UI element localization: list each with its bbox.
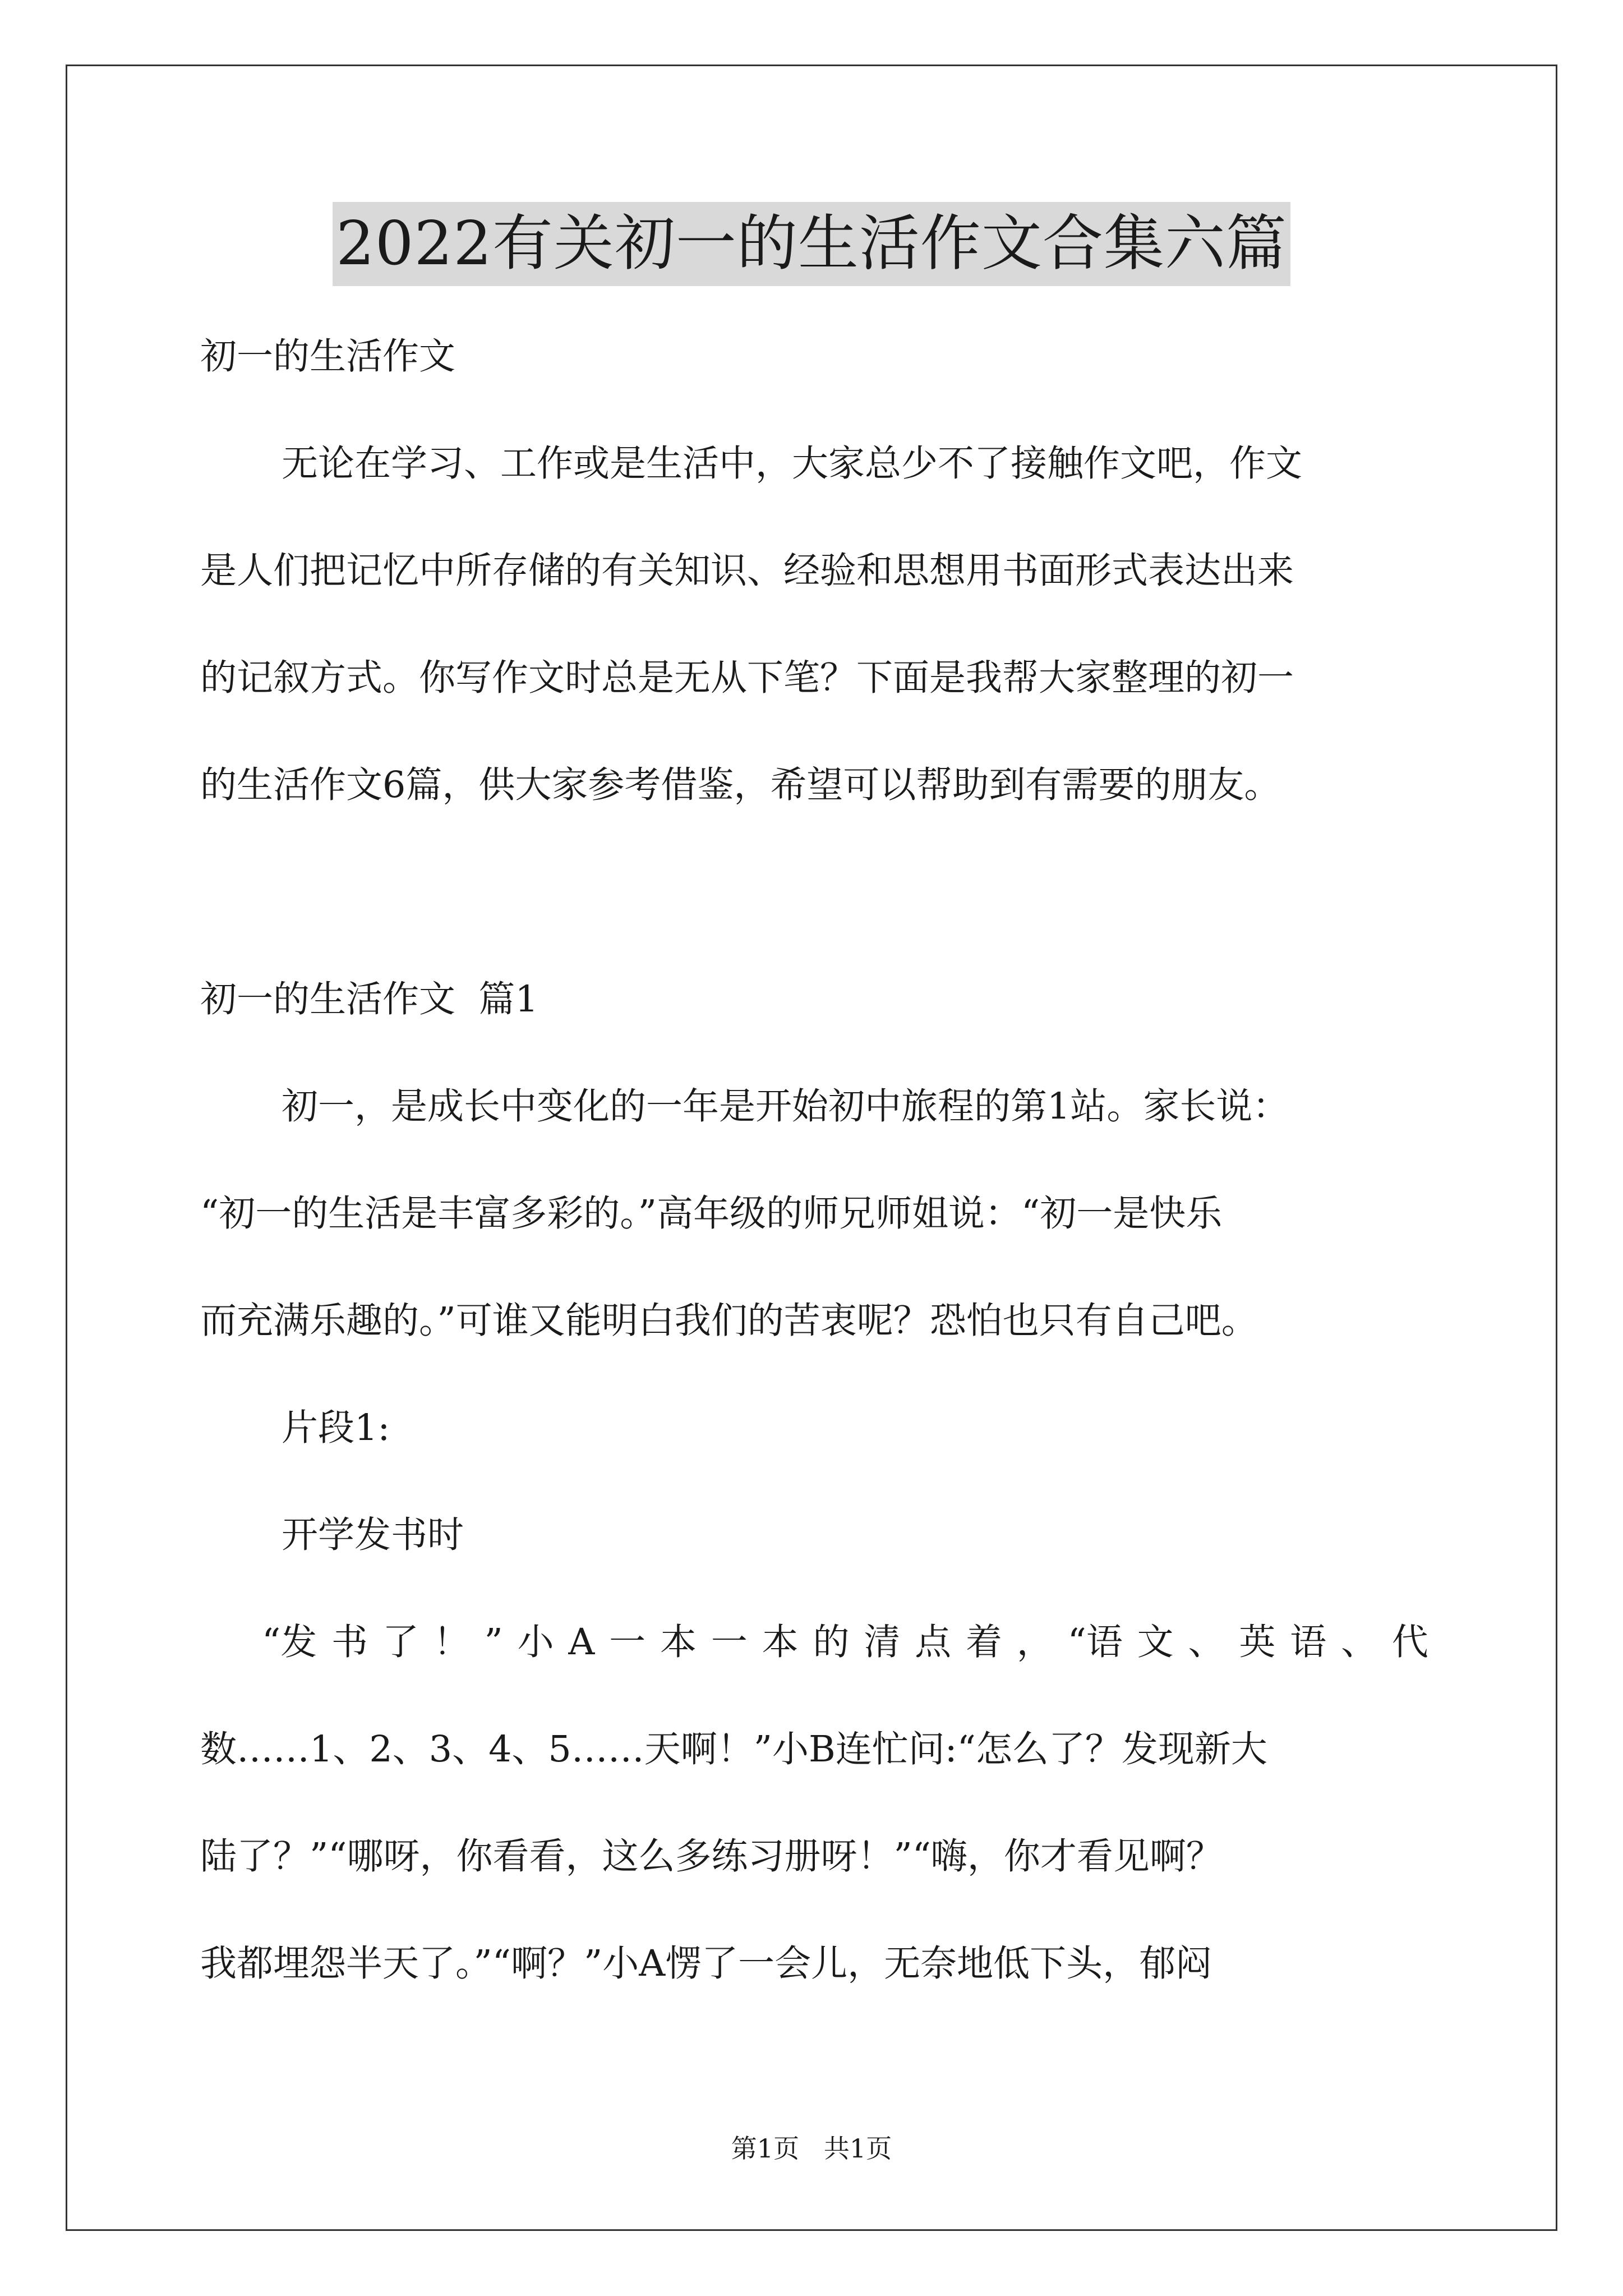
dialog-paragraph-line: 我都埋怨半天了。”“啊？”小A愣了一会儿，无奈地低下头，郁闷 [200,1943,1212,1985]
dialog-paragraph-line: 数……1、2、3、4、5……天啊！”小B连忙问:“怎么了？发现新大 [200,1728,1267,1770]
section-spacer [200,839,1428,946]
fragment-title: 开学发书时 [282,1514,464,1556]
section-paragraph-line: “初一的生活是丰富多彩的。”高年级的师兄师姐说：“初一是快乐 [200,1193,1223,1235]
intro-paragraph-line: 无论在学习、工作或是生活中，大家总少不了接触作文吧，作文 [282,443,1303,485]
dialog-char: ， [1016,1621,1053,1663]
dialog-char: “发 [262,1621,317,1663]
intro-paragraph-line: 的记叙方式。你写作文时总是无从下笔？下面是我帮大家整理的初一 [200,657,1294,699]
dialog-char: 书 [331,1621,368,1663]
dialog-char: 、 [1188,1621,1225,1663]
dialog-char: 了 [382,1621,419,1663]
title-container [0,202,1623,286]
dialog-char: 、 [1340,1621,1377,1663]
intro-paragraph-line: 的生活作文6篇，供大家参考借鉴，希望可以帮助到有需要的朋友。 [200,764,1281,806]
intro-heading: 初一的生活作文 [200,335,456,378]
dialog-char: 小 [517,1621,554,1663]
dialog-char: 本 [762,1621,799,1663]
dialog-paragraph-line: 陆了？”“哪呀，你看看，这么多练习册呀！”“嗨，你才看见啊？ [200,1835,1223,1878]
section-heading: 初一的生活作文 篇1 [200,978,538,1020]
dialog-char: 清 [864,1621,901,1663]
dialog-char: A [568,1621,595,1663]
document-title: 2022有关初一的生活作文合集六篇 [333,202,1290,286]
dialog-char: ” [484,1621,503,1663]
dialog-char: ！ [433,1621,470,1663]
dialog-char: 英 [1239,1621,1276,1663]
dialog-char: 着 [965,1621,1002,1663]
dialog-char: 本 [660,1621,697,1663]
dialog-char: 一 [711,1621,748,1663]
intro-paragraph-line: 是人们把记忆中所存储的有关知识、经验和思想用书面形式表达出来 [200,550,1294,592]
dialog-char: 语 [1290,1621,1327,1663]
page-footer: 第1页 共1页 [731,2133,892,2164]
section-paragraph-line: 而充满乐趣的。”可谁又能明白我们的苦衷呢？恐怕也只有自己吧。 [200,1300,1258,1342]
dialog-char: 的 [813,1621,850,1663]
section-paragraph-line: 初一，是成长中变化的一年是开始初中旅程的第1站。家长说： [282,1085,1289,1128]
dialog-char: 文 [1137,1621,1174,1663]
dialog-paragraph-line [200,1589,1428,1696]
dialog-char: “语 [1067,1621,1123,1663]
document-body [200,303,1428,2017]
dialog-char: 一 [609,1621,646,1663]
fragment-label: 片段1: [282,1407,390,1449]
dialog-char: 代 [1391,1621,1428,1663]
dialog-char: 点 [915,1621,952,1663]
